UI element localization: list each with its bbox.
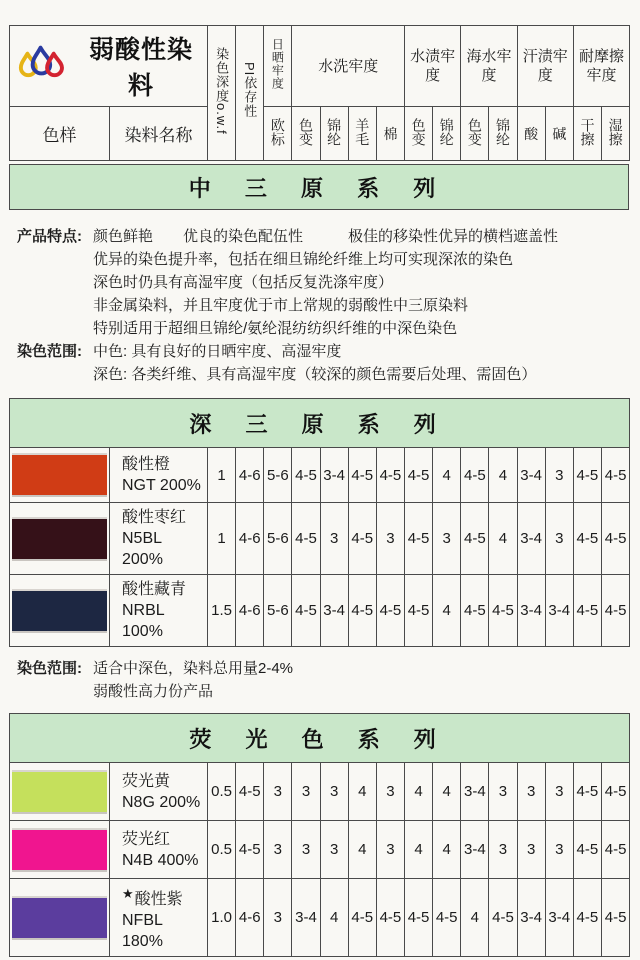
value-cell: 4 [433, 448, 461, 503]
deep-trichromatic-table [9, 398, 630, 647]
value-cell: 4 [433, 763, 461, 821]
dye-code: N4B 400% [122, 851, 199, 869]
sub-header-nylon: 锦纶 [489, 107, 517, 161]
col-group-rubbing: 耐摩擦牢度 [573, 26, 629, 107]
color-swatch [12, 589, 107, 633]
value-cell: 5-6 [264, 448, 292, 503]
dye-range-label: 染色范围: [17, 660, 82, 677]
col-group-sunlight: 日晒牢度 [264, 26, 292, 107]
value-cell: 3 [545, 821, 573, 879]
value-cell: 4-6 [236, 448, 264, 503]
sub-header-eu: 欧标 [264, 107, 292, 161]
dye-name-cell [110, 575, 208, 647]
value-cell: 3 [545, 763, 573, 821]
sub-header-alkali: 碱 [545, 107, 573, 161]
value-cell: 4-5 [236, 763, 264, 821]
color-swatch [12, 770, 107, 814]
value-cell: 3 [320, 503, 348, 575]
value-cell: 3-4 [320, 448, 348, 503]
value-cell: 3 [264, 821, 292, 879]
dye-code: N8G 200% [122, 793, 201, 811]
value-cell: 4-5 [601, 575, 629, 647]
value-cell: 4-5 [601, 821, 629, 879]
feature-line: 深色时仍具有高湿牢度（包括反复洗涤牢度） [93, 274, 394, 291]
dye-name-cell [110, 763, 208, 821]
dye-name-cn: 荧光红 [122, 830, 171, 848]
value-cell: 3 [264, 879, 292, 957]
value-cell: 4-5 [461, 575, 489, 647]
value-cell: 4 [320, 879, 348, 957]
note-line: 适合中深色，染料总用量2-4% [93, 660, 294, 677]
value-cell: 3-4 [545, 575, 573, 647]
dye-name-cn: 酸性枣红 [122, 509, 187, 526]
value-cell: 4-5 [601, 503, 629, 575]
col-group-washing: 水洗牢度 [292, 26, 405, 107]
sub-header-nylon: 锦纶 [433, 107, 461, 161]
color-swatch-cell [10, 503, 110, 575]
value-cell: 4-5 [601, 448, 629, 503]
dye-range-line: 深色: 各类纤维、具有高湿牢度（较深的颜色需要后处理、需固色） [93, 366, 537, 383]
brand-header [10, 26, 208, 107]
product-features-block [17, 225, 629, 386]
sub-header-wet-rub: 湿擦 [602, 107, 630, 161]
value-cell: 1 [208, 503, 236, 575]
value-cell: 4-5 [376, 448, 404, 503]
value-cell: 4-5 [573, 575, 601, 647]
value-cell: 4-5 [404, 879, 432, 957]
series-banner-mid-trichromatic: 中 三 原 系 列 [9, 164, 629, 210]
value-cell: 3 [376, 503, 404, 575]
value-cell: 3-4 [517, 575, 545, 647]
value-cell: 3-4 [517, 503, 545, 575]
dye-code: NRBL 100% [122, 602, 165, 640]
value-cell: 4 [433, 821, 461, 879]
value-cell: 3-4 [517, 879, 545, 957]
value-cell: 3 [292, 821, 320, 879]
sub-header-shade-change: 色变 [461, 107, 489, 161]
value-cell: 4 [404, 821, 432, 879]
value-cell: 1.0 [208, 879, 236, 957]
col-header-depth: 染色深度o.w.f [208, 26, 236, 161]
series-banner-fluorescent: 荧 光 色 系 列 [10, 714, 630, 763]
value-cell: 3-4 [461, 763, 489, 821]
value-cell: 4-5 [236, 821, 264, 879]
value-cell: 3-4 [461, 821, 489, 879]
color-swatch-cell [10, 575, 110, 647]
sub-header-cotton: 棉 [376, 107, 404, 161]
value-cell: 4-5 [573, 448, 601, 503]
col-group-water: 水渍牢度 [405, 26, 461, 107]
feature-line: 非金属染料，并且牢度优于市上常规的弱酸性中三原染料 [93, 297, 469, 314]
value-cell: 4-5 [348, 575, 376, 647]
value-cell: 4-5 [489, 879, 517, 957]
value-cell: 3 [320, 821, 348, 879]
value-cell: 4-5 [601, 763, 629, 821]
table-row [10, 763, 630, 821]
value-cell: 3 [489, 763, 517, 821]
sub-header-acid: 酸 [517, 107, 545, 161]
value-cell: 3 [545, 503, 573, 575]
sub-header-shade-change: 色变 [405, 107, 433, 161]
value-cell: 4-5 [404, 448, 432, 503]
dye-name-cn: ★酸性紫 [122, 886, 183, 908]
brand-logo-droplets-icon [12, 45, 69, 87]
deep-series-note [17, 657, 629, 703]
value-cell: 4 [461, 879, 489, 957]
col-header-sample: 色样 [10, 107, 110, 161]
dye-code: NGT 200% [122, 477, 201, 494]
value-cell: 3-4 [292, 879, 320, 957]
value-cell: 4-5 [461, 503, 489, 575]
value-cell: 4 [489, 448, 517, 503]
value-cell: 4-5 [404, 575, 432, 647]
value-cell: 4 [348, 763, 376, 821]
value-cell: 4-5 [573, 763, 601, 821]
features-label: 产品特点: [17, 228, 82, 245]
value-cell: 4 [404, 763, 432, 821]
value-cell: 4 [433, 575, 461, 647]
value-cell: 3 [517, 821, 545, 879]
dye-name-cn: 酸性橙 [122, 456, 171, 473]
value-cell: 3 [376, 763, 404, 821]
feature-line: 颜色鲜艳 优良的染色配伍性 极佳的移染性优异的横档遮盖性 [93, 228, 559, 245]
value-cell: 4-6 [236, 879, 264, 957]
value-cell: 4-5 [404, 503, 432, 575]
dye-name-cn: 酸性藏青 [122, 581, 187, 598]
value-cell: 4-5 [348, 503, 376, 575]
dye-name-cell [110, 821, 208, 879]
value-cell: 4-5 [376, 575, 404, 647]
value-cell: 3 [489, 821, 517, 879]
value-cell: 4-5 [292, 503, 320, 575]
color-swatch [12, 828, 107, 872]
value-cell: 1 [208, 448, 236, 503]
color-swatch [12, 896, 107, 940]
value-cell: 4-6 [236, 575, 264, 647]
fastness-header-table [9, 25, 630, 161]
value-cell: 4-5 [348, 879, 376, 957]
value-cell: 4-6 [236, 503, 264, 575]
dye-range-line: 中色: 具有良好的日晒牢度、高湿牢度 [93, 343, 342, 360]
col-group-seawater: 海水牢度 [461, 26, 517, 107]
dye-code: NFBL 180% [122, 912, 163, 950]
star-mark: ★ [122, 886, 134, 901]
value-cell: 4-5 [292, 448, 320, 503]
value-cell: 4-5 [376, 879, 404, 957]
color-swatch [12, 517, 107, 561]
color-swatch [12, 453, 107, 497]
value-cell: 4-5 [573, 503, 601, 575]
table-row [10, 821, 630, 879]
value-cell: 1.5 [208, 575, 236, 647]
value-cell: 3 [517, 763, 545, 821]
series-banner-deep-trichromatic: 深 三 原 系 列 [10, 399, 630, 448]
dye-name-cell [110, 879, 208, 957]
value-cell: 4-5 [348, 448, 376, 503]
value-cell: 5-6 [264, 503, 292, 575]
col-header-pi: PI依存性 [236, 26, 264, 161]
value-cell: 4-5 [433, 879, 461, 957]
dye-name-cell [110, 448, 208, 503]
sub-header-wool: 羊毛 [348, 107, 376, 161]
value-cell: 3-4 [545, 879, 573, 957]
table-row [10, 503, 630, 575]
note-line: 弱酸性高力份产品 [93, 683, 214, 700]
value-cell: 4-5 [601, 879, 629, 957]
value-cell: 5-6 [264, 575, 292, 647]
value-cell: 4-5 [292, 575, 320, 647]
value-cell: 3-4 [517, 448, 545, 503]
value-cell: 4 [348, 821, 376, 879]
value-cell: 3 [264, 763, 292, 821]
feature-line: 优异的染色提升率，包括在细旦锦纶纤维上均可实现深浓的染色 [93, 251, 514, 268]
dye-name-cn: 荧光黄 [122, 772, 171, 790]
col-group-perspiration: 汗渍牢度 [517, 26, 573, 107]
value-cell: 4-5 [573, 821, 601, 879]
value-cell: 3 [376, 821, 404, 879]
sub-header-dry-rub: 干擦 [573, 107, 601, 161]
value-cell: 3 [292, 763, 320, 821]
value-cell: 0.5 [208, 763, 236, 821]
sub-header-shade-change: 色变 [292, 107, 320, 161]
color-swatch-cell [10, 448, 110, 503]
sub-header-nylon: 锦纶 [320, 107, 348, 161]
color-swatch-cell [10, 879, 110, 957]
color-swatch-cell [10, 763, 110, 821]
table-row [10, 575, 630, 647]
feature-line: 特别适用于超细旦锦纶/氨纶混纺纺织纤维的中深色染色 [93, 320, 458, 337]
value-cell: 4-5 [461, 448, 489, 503]
value-cell: 3-4 [320, 575, 348, 647]
dye-code: N5BL 200% [122, 530, 163, 568]
col-header-dyename: 染料名称 [110, 107, 208, 161]
table-row [10, 448, 630, 503]
fluorescent-series-table [9, 713, 630, 957]
value-cell: 3 [320, 763, 348, 821]
value-cell: 4-5 [573, 879, 601, 957]
color-swatch-cell [10, 821, 110, 879]
dye-range-label: 染色范围: [17, 343, 82, 360]
value-cell: 4 [489, 503, 517, 575]
brand-title: 弱酸性染料 [89, 36, 194, 100]
table-row [10, 879, 630, 957]
value-cell: 3 [433, 503, 461, 575]
value-cell: 0.5 [208, 821, 236, 879]
value-cell: 4-5 [489, 575, 517, 647]
value-cell: 3 [545, 448, 573, 503]
dye-name-cell [110, 503, 208, 575]
